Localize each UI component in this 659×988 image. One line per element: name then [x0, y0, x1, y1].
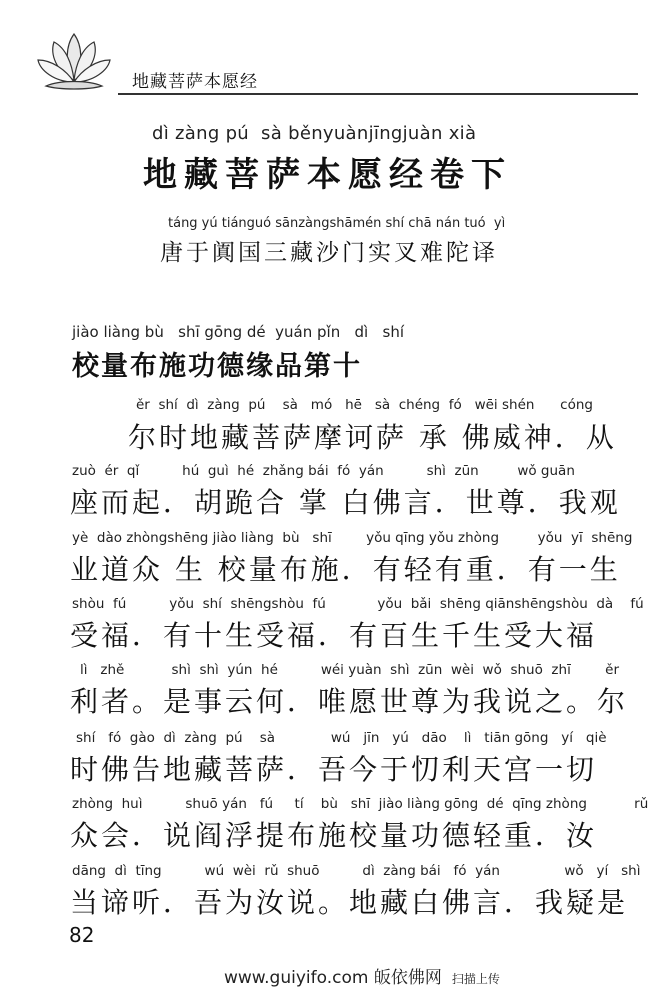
translator-pinyin: táng yú tiánguó sānzàngshāmén shí chā nán tuó yì — [168, 216, 506, 231]
chapter-pinyin: jiào liàng bù shī gōng dé yuán pǐn dì shí — [72, 323, 404, 341]
line-pinyin: zuò ér qǐ hú guì hé zhǎng bái fó yán shì zūn wǒ guān — [72, 463, 575, 479]
line-pinyin: ěr shí dì zàng pú sà mó hē sà chéng fó wēi shén cóng — [136, 397, 593, 413]
text-line: 尔时地藏菩萨摩诃萨 承 佛威神．从 — [128, 421, 617, 454]
text-line: 受福．有十生受福．有百生千生受大福 — [70, 619, 598, 652]
chapter-title: 校量布施功德缘品第十 — [72, 351, 362, 382]
text-line: 众会．说阎浮提布施校量功德轻重．汝 — [70, 819, 598, 852]
text-line: 业道众 生 校量布施．有轻有重．有一生 — [70, 553, 621, 586]
running-title: 地藏菩萨本愿经 — [132, 72, 258, 92]
text-line: 利者。是事云何．唯愿世尊为我说之。尔 — [70, 685, 629, 718]
watermark — [224, 963, 500, 988]
page-number: 82 — [69, 923, 95, 947]
translator-line: 唐于阗国三藏沙门实叉难陀译 — [160, 240, 498, 266]
upload-note: 扫描上传 — [451, 972, 500, 986]
line-pinyin: lì zhě shì shì yún hé wéi yuàn shì zūn wèi wǒ shuō zhī ěr — [80, 662, 620, 678]
line-pinyin: shí fó gào dì zàng pú sà wú jīn yú dāo lì tiān gōng yí qiè — [76, 730, 607, 746]
line-pinyin: yè dào zhòngshēng jiào liàng bù shī yǒu qīng yǒu zhòng yǒu yī shēng — [72, 530, 633, 546]
text-line: 座而起．胡跪合 掌 白佛言．世尊．我观 — [70, 486, 621, 519]
header-rule — [118, 93, 638, 95]
line-pinyin: dāng dì tīng wú wèi rǔ shuō dì zàng bái fó yán wǒ yí shì — [72, 863, 641, 879]
line-pinyin: shòu fú yǒu shí shēngshòu fú yǒu bǎi shēng qiānshēngshòu dà fú — [72, 596, 644, 612]
lotus-icon — [34, 30, 114, 92]
line-pinyin: zhòng huì shuō yán fú tí bù shī jiào liàng gōng dé qīng zhòng rǔ — [72, 796, 649, 812]
title-pinyin: dì zàng pú sà běnyuànjīngjuàn xià — [152, 123, 477, 144]
main-title: 地藏菩萨本愿经卷下 — [143, 155, 512, 195]
text-line: 当谛听．吾为汝说。地藏白佛言．我疑是 — [70, 886, 629, 919]
watermark-site: www.guiyifo.com 皈依佛网 — [224, 968, 442, 988]
page-header — [0, 0, 659, 110]
text-line: 时佛告地藏菩萨．吾今于忉利天宫一切 — [70, 753, 598, 786]
